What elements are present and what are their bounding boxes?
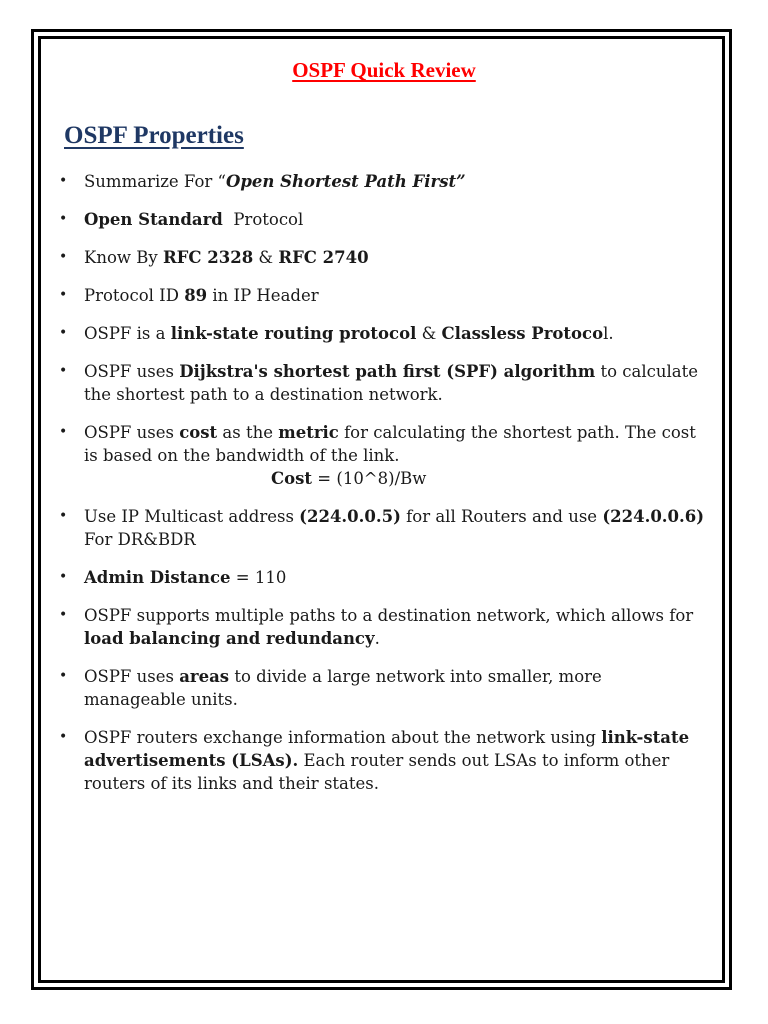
- bullet-icon: •: [59, 287, 68, 303]
- text: Know By: [84, 248, 163, 267]
- bullet-icon: •: [59, 424, 68, 440]
- strong: metric: [278, 423, 339, 442]
- strong: load balancing and redundancy: [84, 629, 375, 648]
- list-item: [56, 726, 706, 795]
- list-item: [56, 505, 706, 551]
- bullet-icon: •: [59, 249, 68, 265]
- text: &: [253, 248, 279, 267]
- text: OSPF routers exchange information about the network using: [84, 728, 602, 747]
- text: OSPF supports multiple paths to a destination network, which allows for: [84, 606, 694, 625]
- text: Summarize For “: [84, 172, 226, 191]
- strong: 89: [184, 286, 208, 305]
- strong: link-state advertisements (LSAs).: [84, 728, 690, 770]
- cost-formula: [84, 467, 706, 490]
- strong: (224.0.0.6): [602, 507, 705, 526]
- bullet-icon: •: [59, 325, 68, 341]
- list-item: [56, 665, 706, 711]
- text: = 110: [230, 568, 287, 587]
- list-item: [56, 360, 706, 406]
- text: Protocol ID: [84, 286, 185, 305]
- list-item: [56, 208, 706, 231]
- text: .: [374, 629, 380, 648]
- strong: Open Standard: [84, 210, 223, 229]
- strong: (224.0.0.5): [299, 507, 401, 526]
- section-heading: OSPF Properties: [64, 122, 244, 149]
- strong: cost: [179, 423, 218, 442]
- list-item: [56, 170, 706, 193]
- text: OSPF is a: [84, 324, 171, 343]
- text: For DR&BDR: [84, 530, 196, 549]
- list-item: [56, 322, 706, 345]
- text: OSPF uses: [84, 423, 180, 442]
- strong: RFC 2740: [278, 248, 369, 267]
- document-title: [0, 58, 768, 83]
- properties-list: [56, 170, 706, 810]
- strong: Classless Protoco: [441, 324, 604, 343]
- strong: RFC 2328: [162, 248, 254, 267]
- bullet-icon: •: [59, 173, 68, 189]
- bullet-icon: •: [59, 729, 68, 745]
- strong: areas: [179, 667, 230, 686]
- text: for calculating the shortest path. The cost is based on the bandwidth of the link.: [84, 423, 696, 465]
- bullet-icon: •: [59, 569, 68, 585]
- bullet-icon: •: [59, 607, 68, 623]
- text: Protocol: [222, 210, 304, 229]
- strong: link-state routing protocol: [170, 324, 417, 343]
- formula-label: Cost: [271, 469, 313, 488]
- text: for all Routers and use: [400, 507, 603, 526]
- list-item: [56, 246, 706, 269]
- list-item: [56, 284, 706, 307]
- list-item: [56, 421, 706, 490]
- bullet-icon: •: [59, 668, 68, 684]
- strong: Admin Distance: [84, 568, 231, 587]
- bullet-icon: •: [59, 363, 68, 379]
- strong: Dijkstra's shortest path first (SPF) algorithm: [179, 362, 596, 381]
- list-item: [56, 566, 706, 589]
- text: Use IP Multicast address: [84, 507, 300, 526]
- list-item: [56, 604, 706, 650]
- text: OSPF uses: [84, 362, 180, 381]
- text: Each router sends out LSAs to inform other routers of its links and their states.: [84, 751, 670, 793]
- text: in IP Header: [207, 286, 319, 305]
- bullet-icon: •: [59, 211, 68, 227]
- text: OSPF uses: [84, 667, 180, 686]
- text: as the: [217, 423, 279, 442]
- text: &: [416, 324, 442, 343]
- text: l.: [603, 324, 614, 343]
- text: to divide a large network into smaller, more manageable units.: [84, 667, 602, 709]
- emphasis: Open Shortest Path First”: [225, 172, 466, 191]
- formula-value: = (10^8)/Bw: [312, 469, 427, 488]
- document-title-text: OSPF Quick Review: [292, 58, 476, 82]
- bullet-icon: •: [59, 508, 68, 524]
- text: to calculate the shortest path to a destination network.: [84, 362, 698, 404]
